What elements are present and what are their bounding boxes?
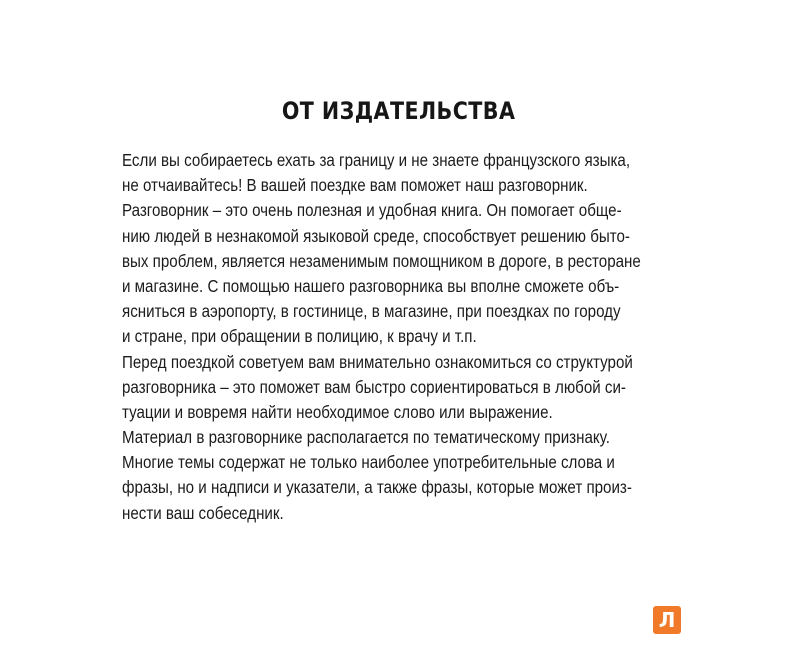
- text-line: туации и вовремя найти необходимое слово или выражение.: [122, 401, 553, 422]
- publisher-logo-icon: [653, 606, 681, 634]
- text-line: нести ваш собеседник.: [122, 502, 284, 523]
- text-line: и магазине. С помощью нашего разговорника вы вполне сможете объ-: [122, 275, 620, 296]
- text-line: Разговорник – это очень полезная и удобная книга. Он помогает обще-: [122, 200, 622, 221]
- text-line: Многие темы содержат не только наиболее употребительные слова и: [122, 452, 615, 473]
- text-line: нию людей в незнакомой языковой среде, способствует решению быто-: [122, 225, 630, 246]
- body-text: [122, 148, 682, 526]
- text-line: не отчаивайтесь! В вашей поездке вам поможет наш разговорник.: [122, 175, 588, 196]
- text-line: и стране, при обращении в полицию, к врачу и т.п.: [122, 326, 477, 347]
- text-line: Перед поездкой советуем вам внимательно ознакомиться со структурой: [122, 351, 633, 372]
- page-title: ОТ ИЗДАТЕЛЬСТВА: [281, 97, 516, 125]
- text-line: Материал в разговорнике располагается по тематическому признаку.: [122, 427, 610, 448]
- text-line: фразы, но и надписи и указатели, а также фразы, которые может произ-: [122, 477, 632, 498]
- logo-letter: Л: [658, 608, 676, 632]
- text-line: Если вы собираетесь ехать за границу и не знаете французского языка,: [122, 150, 631, 170]
- text-line: ясниться в аэропорту, в гостинице, в магазине, при поездках по городу: [122, 301, 621, 322]
- text-line: вых проблем, является незаменимым помощником в дороге, в ресторане: [122, 250, 641, 271]
- text-line: разговорника – это поможет вам быстро сориентироваться в любой си-: [122, 376, 626, 397]
